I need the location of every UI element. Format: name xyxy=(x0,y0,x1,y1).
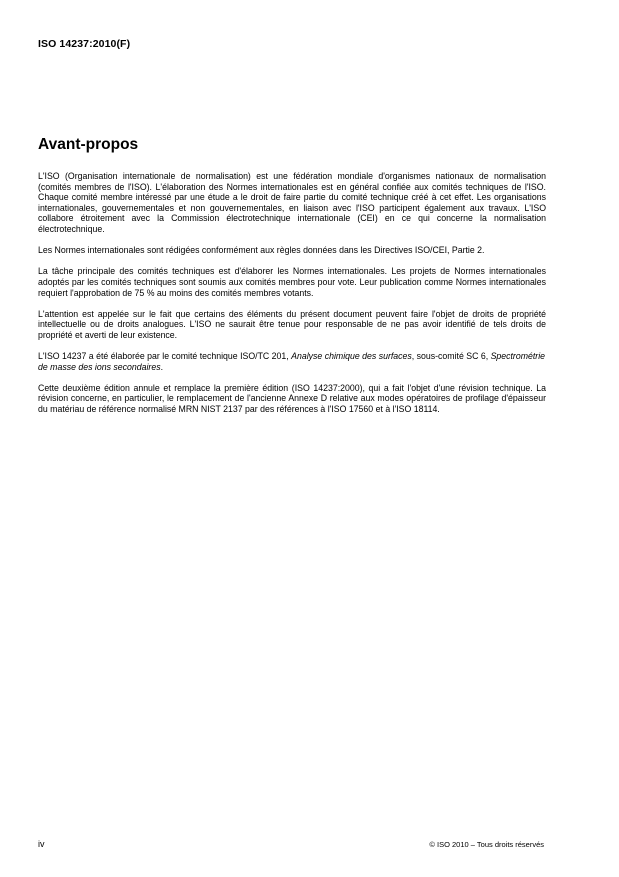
committee-text-2: , sous-comité SC 6, xyxy=(411,351,491,362)
copyright-notice: © ISO 2010 – Tous droits réservés xyxy=(429,840,544,849)
paragraph-technical-committees: La tâche principale des comités techniques est d'élaborer les Normes internationales. Les projets de Normes internationales adoptés par les comités techniques sont soumis aux comités membres pour vote. Leur publication comme Normes internationales requiert l'approbation de 75 % au moins des comités membres votants. xyxy=(38,266,546,298)
paragraph-drafting-rules: Les Normes internationales sont rédigées conformément aux règles données dans les Directives ISO/CEI, Partie 2. xyxy=(38,245,485,256)
paragraph-edition-revision: Cette deuxième édition annule et remplace la première édition (ISO 14237:2000), qui a fait l'objet d'une révision technique. La révision concerne, en particulier, le remplacement de l'ancienne Annexe D relative aux modes opératoires de profilage d'épaisseur du matériau de référence normalisé MRN NIST 2137 par des références à l'ISO 17560 et à l'ISO 18114. xyxy=(38,382,546,415)
subcommittee-title-italic: Spectrométrie de masse des ions secondaires xyxy=(38,351,546,372)
paragraph-patent-rights: L'attention est appelée sur le fait que certains des éléments du présent document peuvent faire l'objet de droits de propriété intellectuelle ou de droits analogues. L'ISO ne saurait être tenue pour responsable de ne pas avoir identifié de tels droits de propriété et averti de leur existence. xyxy=(38,308,546,340)
foreword-body xyxy=(38,171,546,425)
page-number: iv xyxy=(38,839,45,849)
committee-text-3: . xyxy=(160,361,164,372)
paragraph-iso-organisation: L'ISO (Organisation internationale de normalisation) est une fédération mondiale d'organismes nationaux de normalisation (comités membres de l'ISO). L'élaboration des Normes internationales est en général confiée aux comités techniques de l'ISO. Chaque comité membre intéressé par une étude a le droit de faire partie du comité technique créé à cet effet. Les organisations internationales, gouvernementales et non gouvernementales, en liaison avec l'ISO participent également aux travaux. L'ISO collabore étroitement avec la Commission électrotechnique internationale (CEI) en ce qui concerne la normalisation électrotechnique. xyxy=(38,171,546,234)
paragraph-committee-info xyxy=(38,351,546,372)
section-title: Avant-propos xyxy=(38,136,139,153)
document-id: ISO 14237:2010(F) xyxy=(38,38,131,50)
committee-text-1: L'ISO 14237 a été élaborée par le comité technique ISO/TC 201, xyxy=(38,351,292,362)
committee-title-italic: Analyse chimique des surfaces xyxy=(291,351,412,362)
